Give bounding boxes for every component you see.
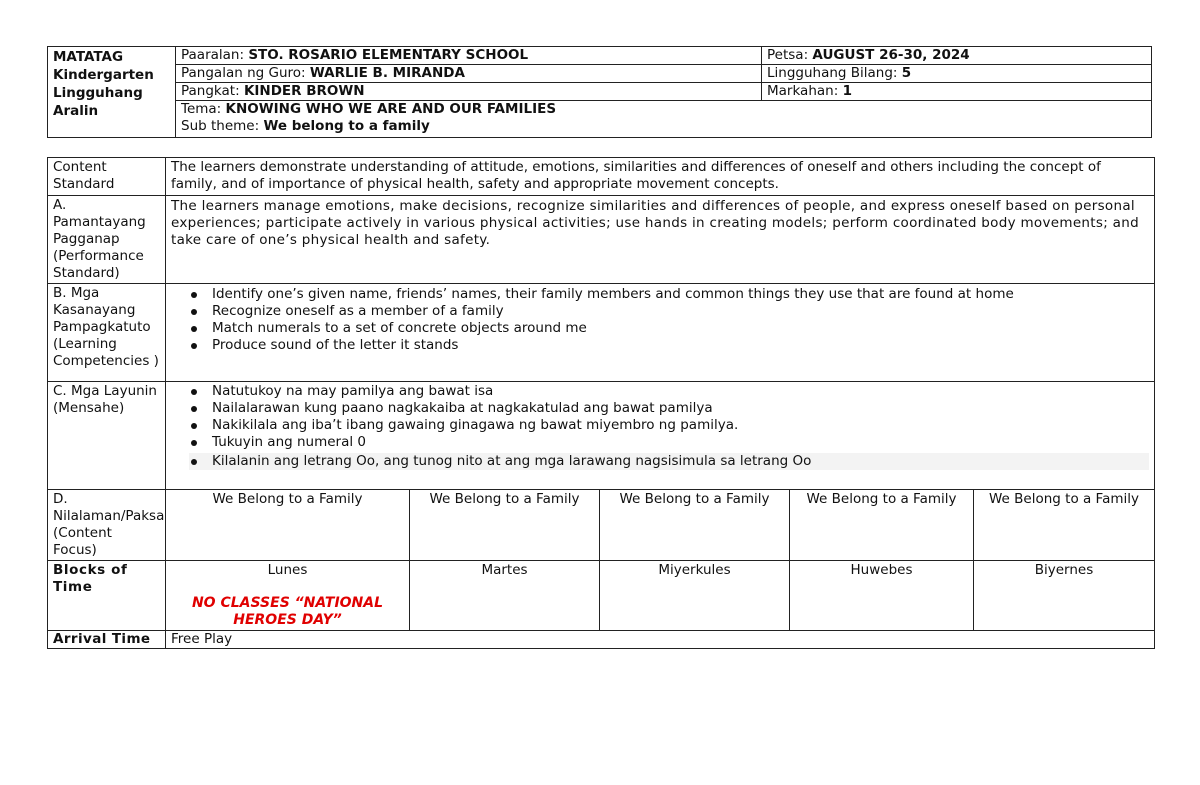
list-item: Kilalanin ang letrang Oo, ang tunog nito at ang mga larawang nagsisimula sa letrang Oo	[189, 453, 1149, 470]
week-cell	[762, 65, 1152, 83]
list-item: Produce sound of the letter it stands	[189, 337, 1149, 354]
date-cell	[762, 47, 1152, 65]
list-item: Nailalarawan kung paano nagkakaiba at nagkakatulad ang bawat pamilya	[189, 400, 1149, 417]
content-focus-day: We Belong to a Family	[974, 490, 1155, 561]
content-standard-text: The learners demonstrate understanding of attitude, emotions, similarities and differences of oneself and others including the concept of family, and of importance of physical health, safety and appropriate movement concepts.	[166, 158, 1155, 196]
section-value: KINDER BROWN	[243, 83, 365, 99]
performance-standard-row	[48, 196, 1155, 284]
title-line: Aralin	[53, 103, 99, 119]
list-item: Match numerals to a set of concrete objects around me	[189, 320, 1149, 337]
list-item: Tukuyin ang numeral 0	[189, 434, 1149, 451]
day-wednesday: Miyerkules	[600, 561, 790, 631]
subtheme-value: We belong to a family	[263, 118, 430, 134]
list-item: Nakikilala ang iba’t ibang gawaing ginagawa ng bawat miyembro ng pamilya.	[189, 417, 1149, 434]
content-focus-day: We Belong to a Family	[790, 490, 974, 561]
arrival-label: Arrival Time	[48, 631, 166, 649]
blocks-label: Blocks of Time	[48, 561, 166, 631]
section-label: Pangkat:	[181, 83, 240, 99]
day-friday: Biyernes	[974, 561, 1155, 631]
lesson-header-table	[47, 46, 1152, 138]
day-thursday: Huwebes	[790, 561, 974, 631]
day-monday	[166, 561, 410, 631]
list-item: Natutukoy na may pamilya ang bawat isa	[189, 383, 1149, 400]
content-focus-day: We Belong to a Family	[600, 490, 790, 561]
school-label: Paaralan:	[181, 47, 245, 63]
quarter-cell	[762, 83, 1152, 101]
arrival-row	[48, 631, 1155, 649]
quarter-value: 1	[842, 83, 852, 99]
competencies-row	[48, 284, 1155, 382]
competencies-cell	[166, 284, 1155, 382]
date-label: Petsa:	[767, 47, 809, 63]
title-line: Lingguhang	[53, 85, 143, 101]
arrival-text: Free Play	[166, 631, 1155, 649]
lesson-title	[48, 47, 176, 138]
section-cell	[176, 83, 762, 101]
content-standard-label: Content Standard	[48, 158, 166, 196]
day-name: Lunes	[267, 562, 308, 578]
list-item: Identify one’s given name, friends’ names, their family members and common things they use that are found at home	[189, 286, 1149, 303]
teacher-value: WARLIE B. MIRANDA	[309, 65, 465, 81]
week-label: Lingguhang Bilang:	[767, 65, 898, 81]
objectives-cell	[166, 382, 1155, 490]
content-standard-row	[48, 158, 1155, 196]
title-line: Kindergarten	[53, 67, 154, 83]
holiday-note: NO CLASSES “NATIONAL HEROES DAY”	[191, 595, 384, 628]
performance-standard-text: The learners manage emotions, make decisions, recognize similarities and differences of people, and express oneself based on personal experiences; participate actively in various physical activities; use hands in creating models; perform coordinated body movements; and take care of one’s physical health and safety.	[166, 196, 1155, 284]
content-focus-row	[48, 490, 1155, 561]
subtheme-label: Sub theme:	[181, 118, 260, 134]
competencies-list	[171, 286, 1149, 354]
theme-value: KNOWING WHO WE ARE AND OUR FAMILIES	[225, 101, 557, 117]
list-item: Recognize oneself as a member of a family	[189, 303, 1149, 320]
performance-standard-label: A. Pamantayang Pagganap (Performance Standard)	[48, 196, 166, 284]
objectives-label: C. Mga Layunin (Mensahe)	[48, 382, 166, 490]
content-focus-day: We Belong to a Family	[410, 490, 600, 561]
day-tuesday: Martes	[410, 561, 600, 631]
blocks-row	[48, 561, 1155, 631]
content-focus-day: We Belong to a Family	[166, 490, 410, 561]
theme-cell	[176, 101, 1152, 138]
school-cell	[176, 47, 762, 65]
theme-label: Tema:	[181, 101, 222, 117]
teacher-label: Pangalan ng Guro:	[181, 65, 306, 81]
teacher-cell	[176, 65, 762, 83]
objectives-list	[171, 383, 1149, 470]
title-line: MATATAG	[53, 49, 124, 65]
school-value: STO. ROSARIO ELEMENTARY SCHOOL	[248, 47, 529, 63]
date-value: AUGUST 26-30, 2024	[812, 47, 970, 63]
week-value: 5	[901, 65, 912, 81]
content-focus-label: D. Nilalaman/Paksa (Content Focus)	[48, 490, 166, 561]
quarter-label: Markahan:	[767, 83, 839, 99]
objectives-row	[48, 382, 1155, 490]
lesson-plan-table	[47, 157, 1155, 649]
competencies-label: B. Mga Kasanayang Pampagkatuto (Learning Competencies )	[48, 284, 166, 382]
